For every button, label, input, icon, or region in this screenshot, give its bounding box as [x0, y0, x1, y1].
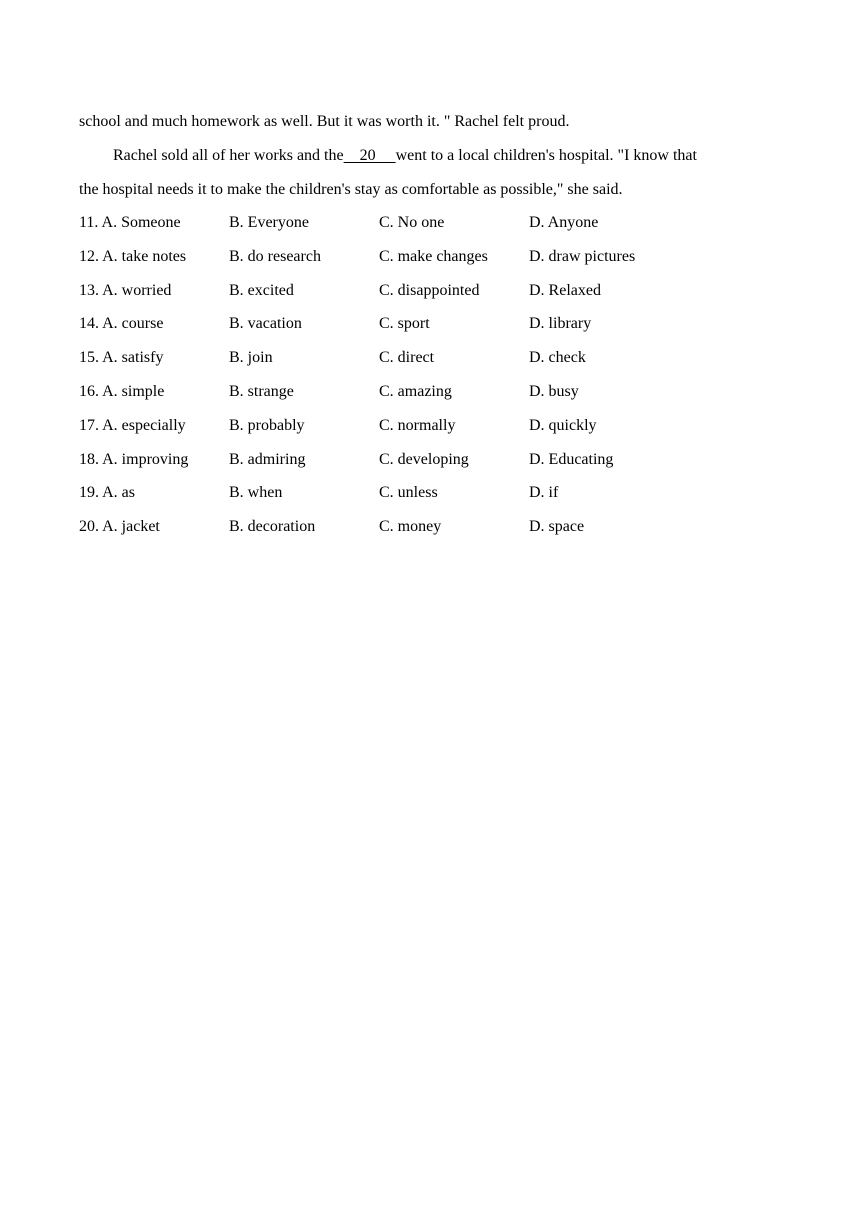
option-b: B. do research [229, 247, 321, 265]
option-b: B. strange [229, 382, 294, 400]
option-c: C. disappointed [379, 281, 480, 299]
option-c: C. No one [379, 214, 445, 231]
passage-line-2-before: Rachel sold all of her works and the [113, 146, 344, 164]
option-c: C. amazing [379, 382, 452, 400]
option-a: 20. A. jacket [79, 518, 160, 536]
option-d: D. quickly [529, 416, 597, 434]
option-c: C. sport [379, 315, 430, 333]
passage-line-2 [79, 145, 799, 179]
option-b: B. vacation [229, 315, 302, 333]
question-20 [79, 516, 799, 550]
option-b: B. Everyone [229, 214, 309, 231]
option-a: 17. A. especially [79, 416, 186, 434]
question-11 [79, 212, 799, 246]
option-a: 16. A. simple [79, 382, 165, 400]
option-b: B. admiring [229, 450, 306, 468]
option-d: D. Anyone [529, 214, 599, 231]
option-d: D. busy [529, 382, 579, 400]
option-a: 19. A. as [79, 484, 135, 502]
option-a: 13. A. worried [79, 281, 172, 299]
blank-20: 20 [343, 146, 396, 164]
option-d: D. Relaxed [529, 281, 601, 299]
question-13 [79, 280, 799, 314]
option-c: C. developing [379, 450, 469, 468]
option-d: D. Educating [529, 450, 614, 468]
question-18 [79, 449, 799, 483]
question-15 [79, 347, 799, 381]
option-c: C. make changes [379, 247, 488, 265]
question-12 [79, 246, 799, 280]
passage-line-2-after: went to a local children's hospital. "I know that [395, 146, 697, 164]
answer-options [79, 212, 799, 550]
option-d: D. draw pictures [529, 247, 636, 265]
option-a: 18. A. improving [79, 450, 189, 468]
question-14 [79, 313, 799, 347]
option-c: C. unless [379, 484, 438, 502]
option-c: C. direct [379, 349, 435, 367]
option-a: 11. A. Someone [79, 214, 181, 231]
option-d: D. if [529, 484, 559, 502]
question-19 [79, 482, 799, 516]
option-a: 12. A. take notes [79, 247, 187, 265]
option-c: C. money [379, 518, 442, 536]
option-c: C. normally [379, 416, 456, 434]
question-16 [79, 381, 799, 415]
option-b: B. excited [229, 281, 294, 299]
passage-line-1: school and much homework as well. But it was worth it. " Rachel felt proud. [79, 113, 570, 130]
option-b: B. probably [229, 416, 305, 434]
option-d: D. library [529, 315, 592, 333]
passage-line-3: the hospital needs it to make the children's stay as comfortable as possible," she said. [79, 180, 623, 198]
option-a: 14. A. course [79, 315, 164, 333]
option-d: D. check [529, 349, 586, 367]
question-17 [79, 415, 799, 449]
option-b: B. decoration [229, 518, 316, 536]
option-b: B. when [229, 484, 283, 502]
option-b: B. join [229, 349, 273, 367]
passage [79, 111, 799, 212]
option-a: 15. A. satisfy [79, 349, 164, 367]
option-d: D. space [529, 518, 585, 536]
